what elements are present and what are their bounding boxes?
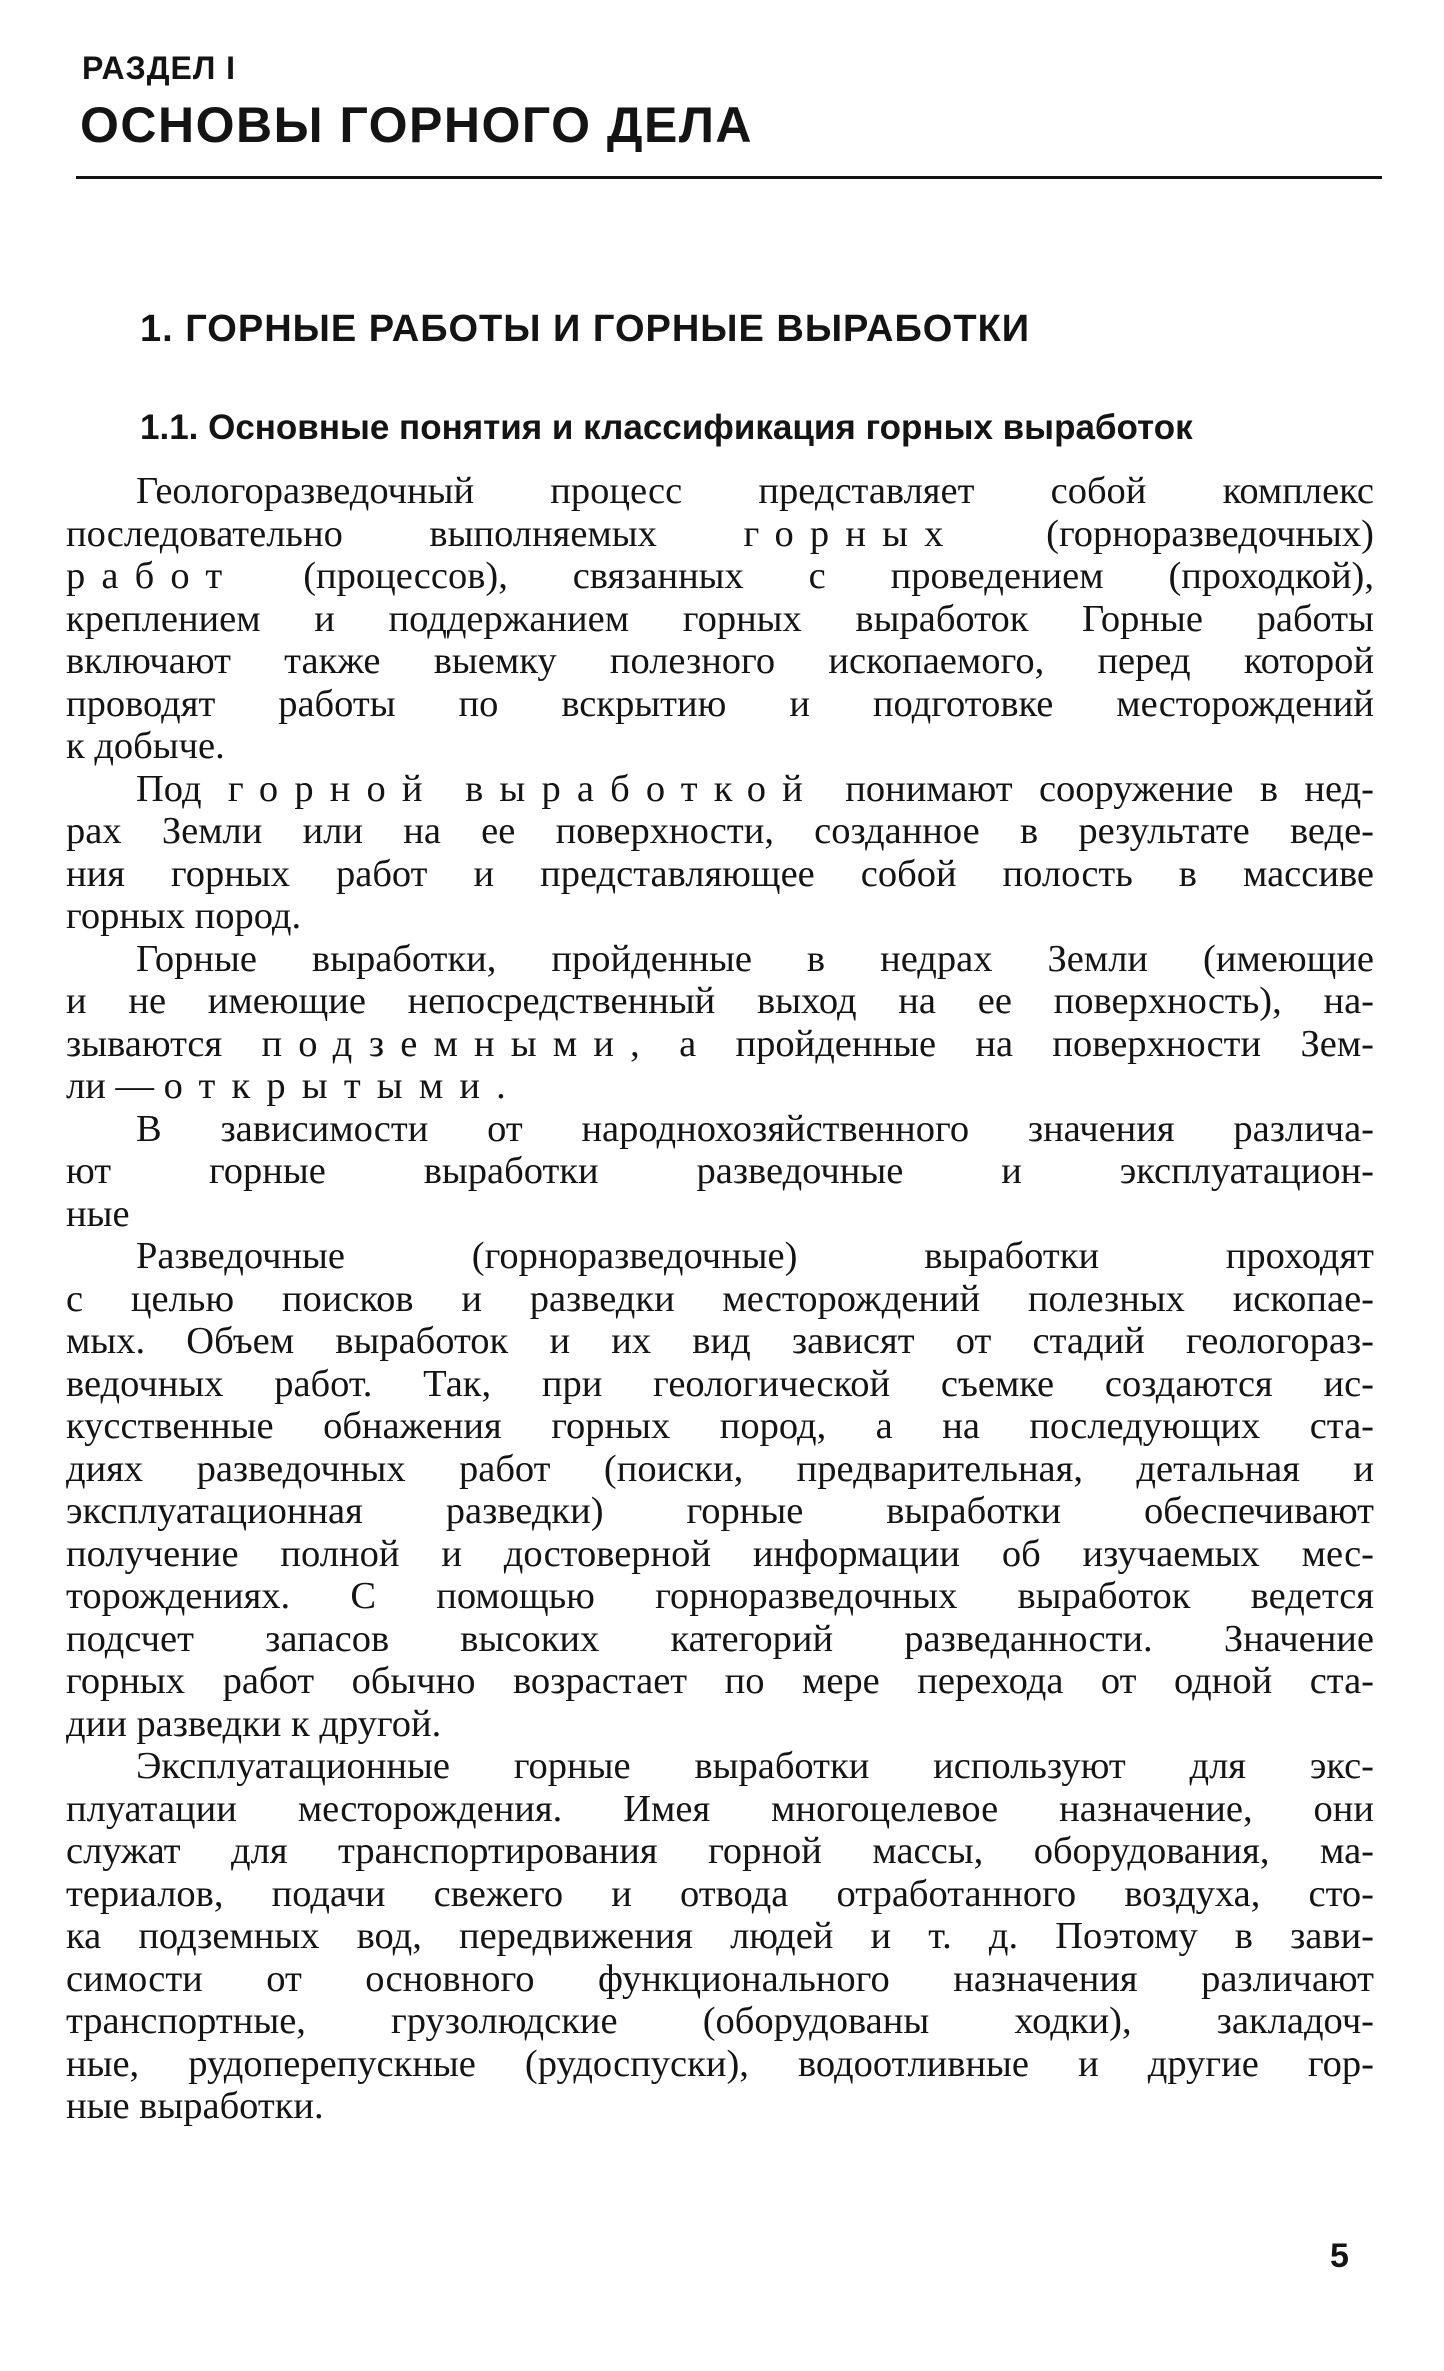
chapter-title: 1. ГОРНЫЕ РАБОТЫ И ГОРНЫЕ ВЫРАБОТКИ	[140, 308, 1031, 350]
text-line: дии разведки к другой.	[66, 1702, 442, 1745]
text-line: к добыче.	[66, 725, 225, 767]
section-label: РАЗДЕЛ I	[82, 50, 237, 86]
text-line: и не имеющие непосредственный выход на ее поверхность), на-	[66, 980, 1374, 1022]
text-line: ли — открытыми.	[66, 1065, 506, 1107]
header-divider	[76, 176, 1382, 179]
text-line: рах Земли или на ее поверхности, созданное в результате веде-	[66, 810, 1374, 852]
text-line: мых. Объем выработок и их вид зависят от стадий геологораз-	[66, 1320, 1374, 1362]
section-title: ОСНОВЫ ГОРНОГО ДЕЛА	[80, 97, 754, 153]
text-line: получение полной и достоверной информации об изучаемых мес-	[66, 1532, 1374, 1575]
text-line: с целью поисков и разведки месторождений полезных ископае-	[66, 1277, 1374, 1320]
body-text	[66, 470, 1374, 2128]
text-line: ные выработки.	[66, 2085, 324, 2127]
text-line: служат для транспортирования горной массы, оборудования, ма-	[66, 1830, 1374, 1872]
text-line: транспортные, грузолюдские (оборудованы ходки), закладоч-	[66, 2000, 1374, 2042]
text-line: креплением и поддержанием горных выработок Горные работы	[66, 597, 1374, 640]
text-line: В зависимости от народнохозяйственного значения различа-	[136, 1107, 1374, 1150]
text-line: кусственные обнажения горных пород, а на последующих ста-	[66, 1405, 1374, 1447]
text-line: горных пород.	[66, 895, 302, 937]
text-line: работ (процессов), связанных с проведением (проходкой),	[66, 555, 1374, 597]
text-line: подсчет запасов высоких категорий разведанности. Значение	[66, 1617, 1374, 1660]
text-line: зываются подземными, а пройденные на поверхности Зем-	[66, 1022, 1374, 1065]
text-line: Разведочные (горноразведочные) выработки проходят	[136, 1235, 1374, 1277]
text-line: проводят работы по вскрытию и подготовке месторождений	[66, 682, 1374, 725]
text-line: включают также выемку полезного ископаемого, перед которой	[66, 640, 1374, 682]
text-line: ют горные выработки разведочные и эксплуатацион-	[66, 1150, 1374, 1192]
text-line: ка подземных вод, передвижения людей и т. д. Поэтому в зави-	[66, 1915, 1374, 1957]
text-line: плуатации месторождения. Имея многоцелевое назначение, они	[66, 1787, 1374, 1830]
text-line: ные, рудоперепускные (рудоспуски), водоотливные и другие гор-	[66, 2042, 1374, 2085]
text-line: диях разведочных работ (поиски, предварительная, детальная и	[66, 1447, 1374, 1490]
text-line: горных работ обычно возрастает по мере перехода от одной ста-	[66, 1660, 1374, 1702]
text-line: Эксплуатационные горные выработки используют для экс-	[136, 1745, 1374, 1787]
text-line: ные	[66, 1192, 130, 1235]
text-line: эксплуатационная разведки) горные выработки обеспечивают	[66, 1490, 1374, 1532]
text-line: ведочных работ. Так, при геологической съемке создаются ис-	[66, 1362, 1374, 1405]
text-line: териалов, подачи свежего и отвода отработанного воздуха, сто-	[66, 1872, 1374, 1915]
text-line: симости от основного функционального назначения различают	[66, 1957, 1374, 2000]
text-line: Под горной выработкой понимают сооружение в нед-	[136, 767, 1374, 810]
text-line: Геологоразведочный процесс представляет собой комплекс	[136, 470, 1374, 512]
text-line: последовательно выполняемых горных (горноразведочных)	[66, 512, 1374, 555]
text-line: Горные выработки, пройденные в недрах Земли (имеющие	[136, 937, 1374, 980]
page-number: 5	[1330, 2237, 1349, 2275]
text-line: торождениях. С помощью горноразведочных выработок ведется	[66, 1575, 1374, 1617]
subsection-title: 1.1. Основные понятия и классификация горных выработок	[140, 408, 1193, 447]
text-line: ния горных работ и представляющее собой полость в массиве	[66, 852, 1374, 895]
